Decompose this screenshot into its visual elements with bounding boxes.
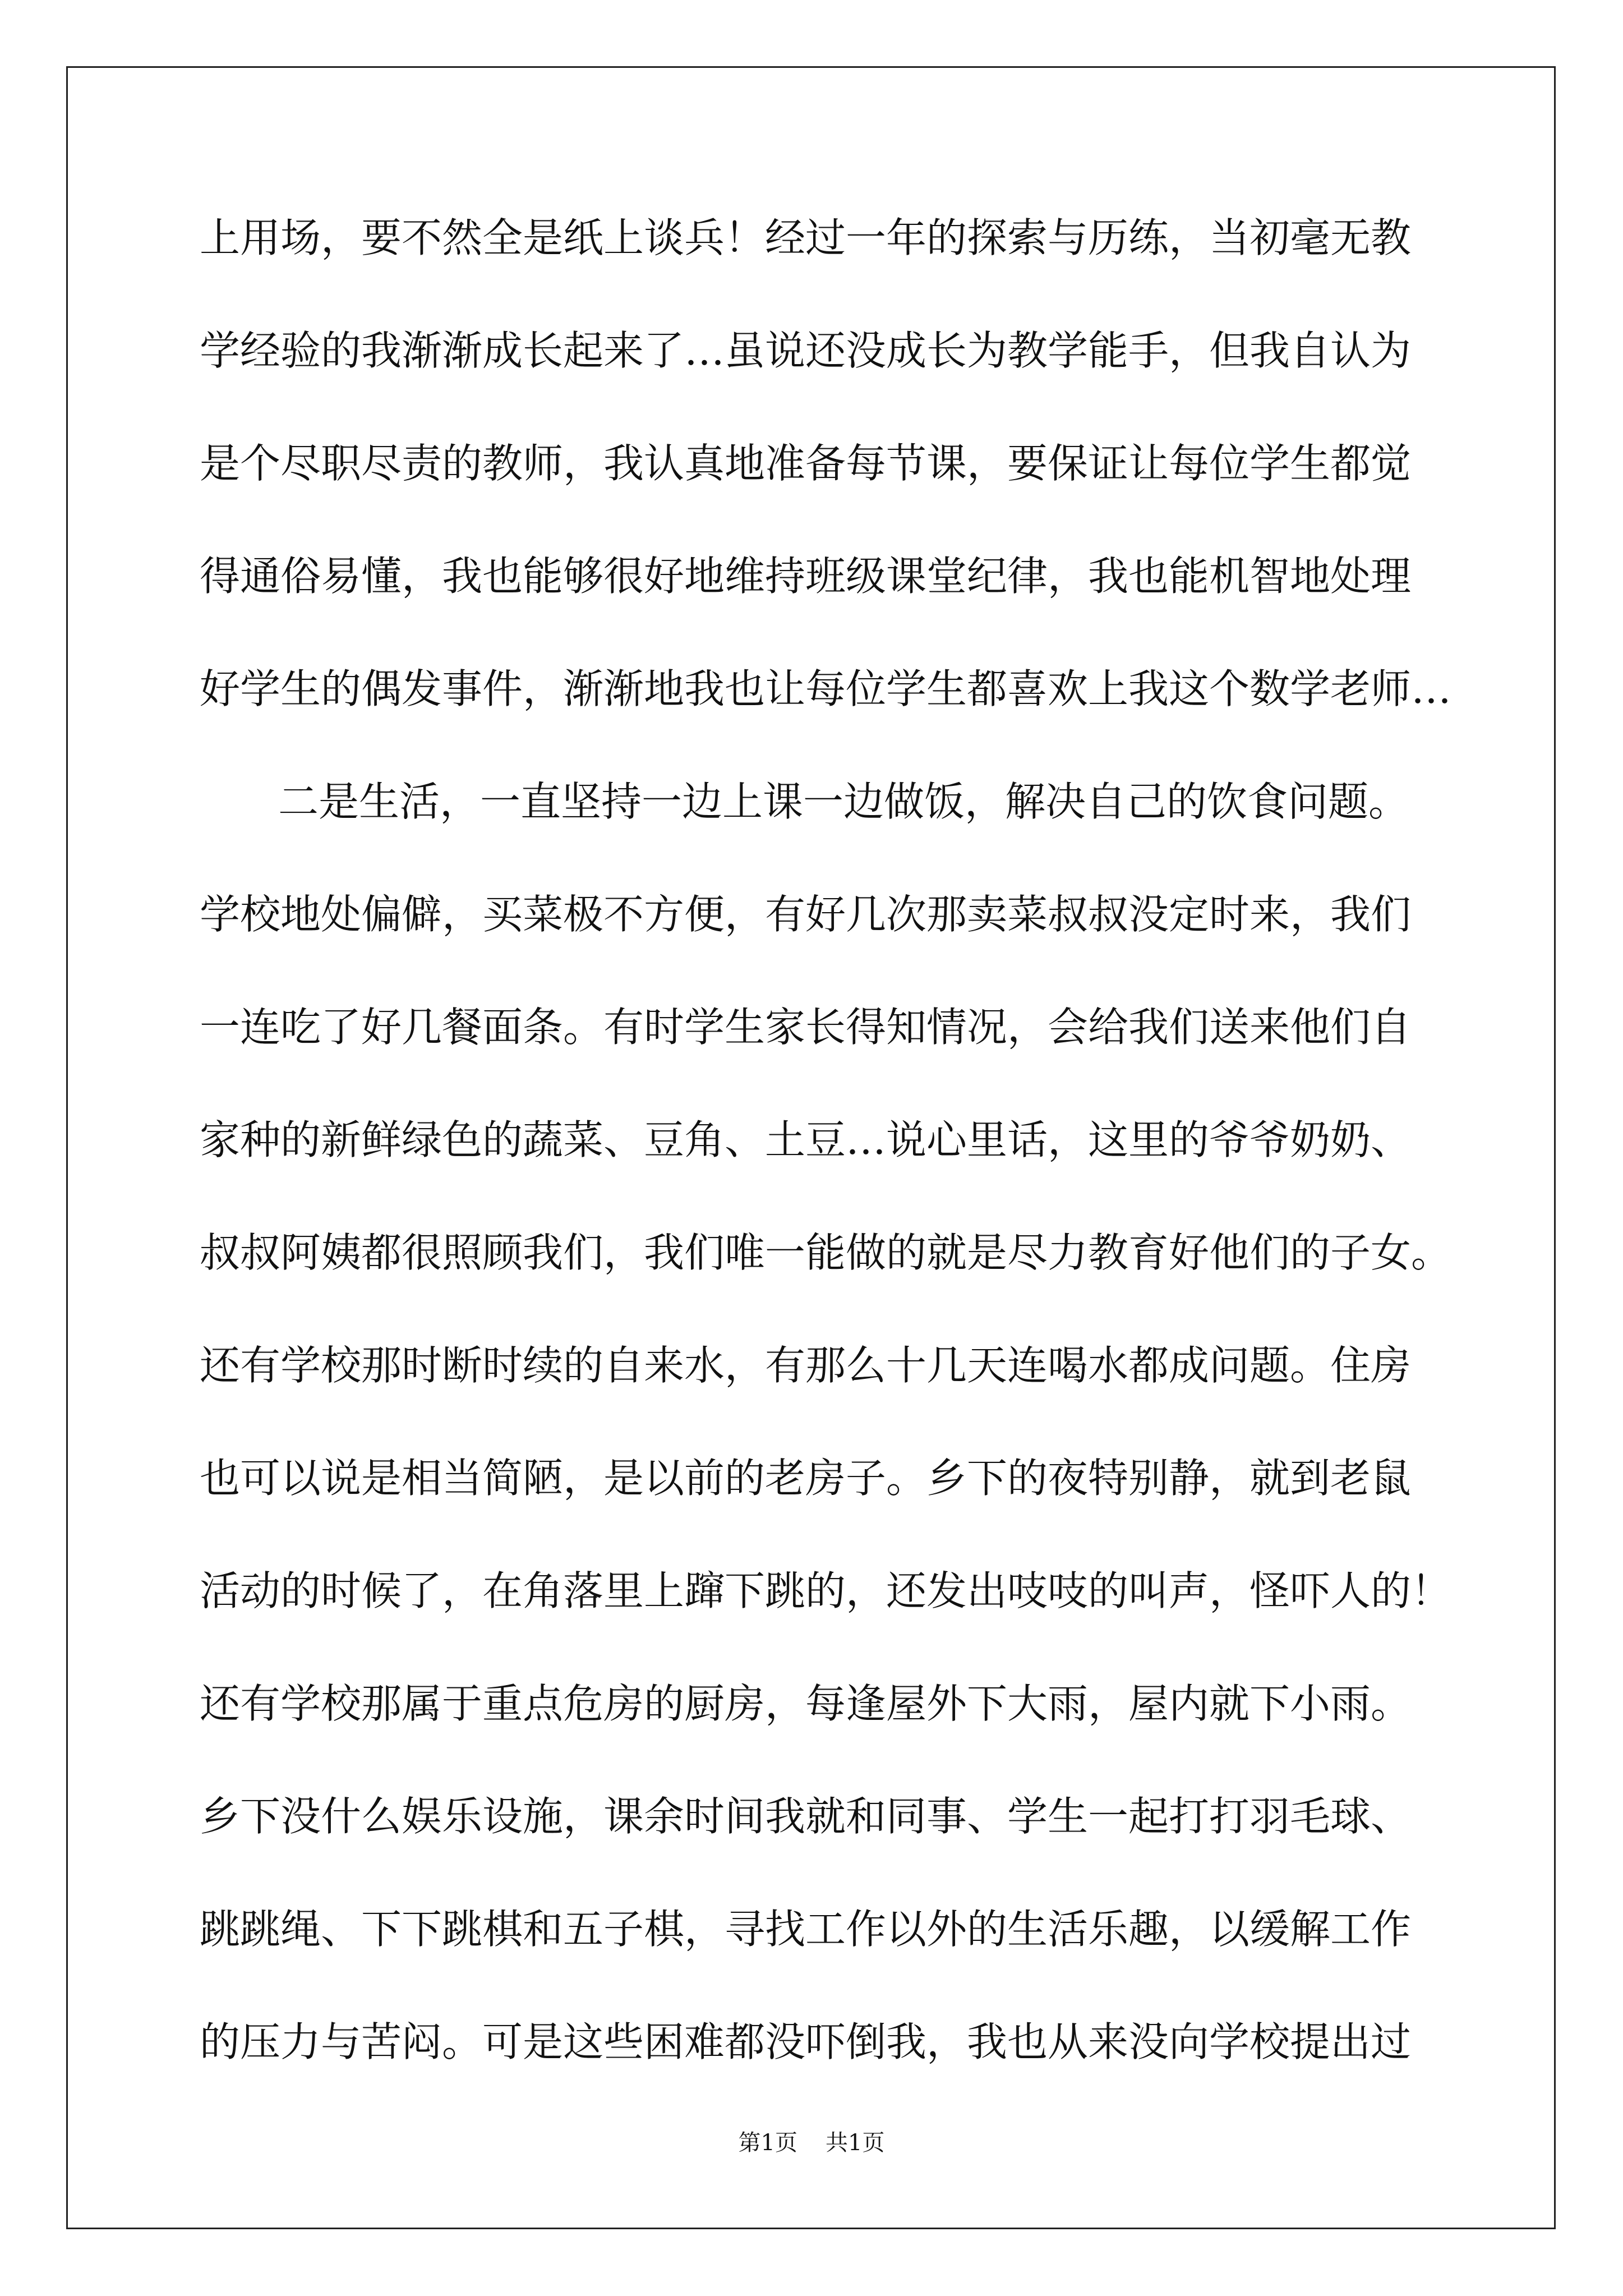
text-line: 得通俗易懂，我也能够很好地维持班级课堂纪律，我也能机智地处理 xyxy=(200,553,1412,600)
text-line: 还有学校那属于重点危房的厨房，每逢屋外下大雨，屋内就下小雨。 xyxy=(200,1680,1412,1727)
paragraph-start-line: 二是生活，一直坚持一边上课一边做饭，解决自己的饮食问题。 xyxy=(278,778,1409,825)
text-line: 家种的新鲜绿色的蔬菜、豆角、土豆…说心里话，这里的爷爷奶奶、 xyxy=(200,1116,1412,1163)
text-line: 学校地处偏僻，买菜极不方便，有好几次那卖菜叔叔没定时来，我们 xyxy=(200,891,1412,938)
text-line: 跳跳绳、下下跳棋和五子棋，寻找工作以外的生活乐趣，以缓解工作 xyxy=(200,1906,1412,1953)
text-line: 一连吃了好几餐面条。有时学生家长得知情况，会给我们送来他们自 xyxy=(200,1004,1412,1051)
document-body xyxy=(200,214,1452,2134)
text-line: 的压力与苦闷。可是这些困难都没吓倒我，我也从来没向学校提出过 xyxy=(200,2018,1412,2065)
text-line: 也可以说是相当简陋，是以前的老房子。乡下的夜特别静，就到老鼠 xyxy=(200,1455,1412,1502)
text-line: 还有学校那时断时续的自来水，有那么十几天连喝水都成问题。住房 xyxy=(200,1342,1412,1389)
text-line: 叔叔阿姨都很照顾我们，我们唯一能做的就是尽力教育好他们的子女。 xyxy=(200,1229,1452,1276)
text-line: 学经验的我渐渐成长起来了…虽说还没成长为教学能手，但我自认为 xyxy=(200,327,1412,374)
page-number-current: 第1页 xyxy=(738,2130,797,2156)
text-line: 是个尽职尽责的教师，我认真地准备每节课，要保证让每位学生都觉 xyxy=(200,440,1412,487)
page-number-total: 共1页 xyxy=(826,2130,885,2156)
text-line: 乡下没什么娱乐设施，课余时间我就和同事、学生一起打打羽毛球、 xyxy=(200,1793,1412,1840)
page-footer xyxy=(0,2132,1623,2154)
text-line: 活动的时候了，在角落里上蹿下跳的，还发出吱吱的叫声，怪吓人的！ xyxy=(200,1567,1452,1614)
text-line: 好学生的偶发事件，渐渐地我也让每位学生都喜欢上我这个数学老师… xyxy=(200,665,1452,712)
text-line: 上用场，要不然全是纸上谈兵！经过一年的探索与历练，当初毫无教 xyxy=(200,214,1412,261)
